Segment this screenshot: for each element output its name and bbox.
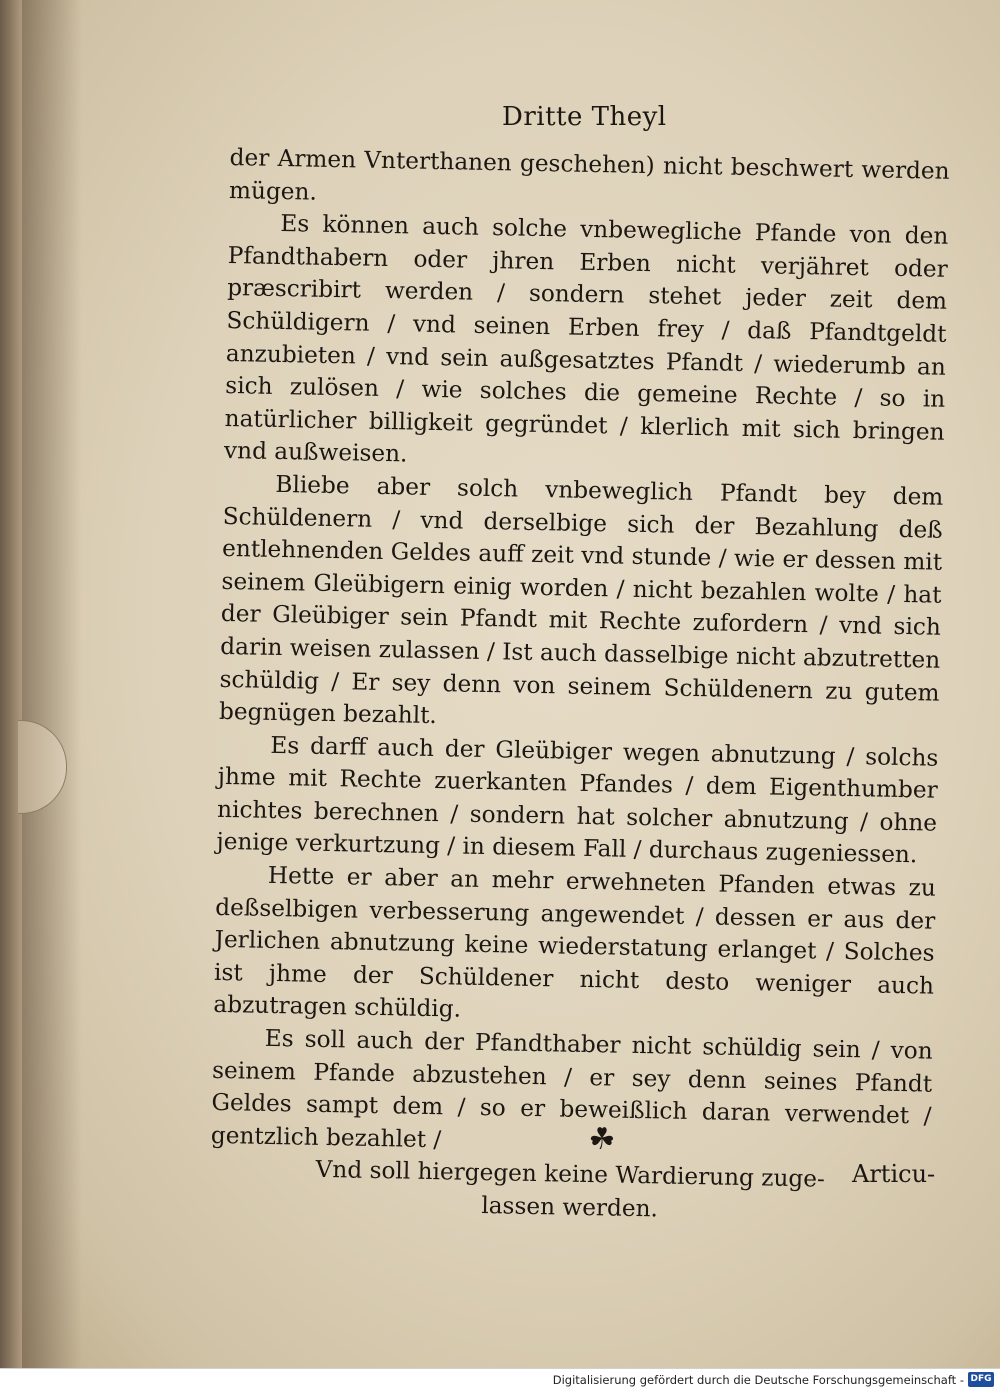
closing-line-2: lassen werden. xyxy=(481,1192,659,1223)
paragraph-4: Es darff auch der Gleübiger wegen abnutzung / solchs jhme mit Rechte zuerkanten Pfandes / dem Eigenthumber nichtes berechnen / sondern hat solcher abnutzung / ohne jenige verkurtzung / in diesem Fall / durchaus zugeniessen. xyxy=(216,731,939,869)
dfg-logo-icon[interactable]: DFG xyxy=(968,1372,994,1387)
paragraph-6: Es soll auch der Pfandthaber nicht schüldig sein / von seinem Pfande abzustehen / er sey denn seines Pfandt Geldes sampt dem / so er beweißlich daran verwendet / gentzlich bezahlet / xyxy=(210,1024,933,1154)
paragraph-3: Bliebe aber solch vnbeweglich Pfandt bey dem Schüldenern / vnd derselbige sich der Bezahlung deß entlehnenden Geldes auff zeit vnd stunde / wie er dessen mit seinem Gleübigern einig worden / nicht bezahlen wolte / hat der Gleübiger sein Pfandt mit Rechte zufordern / vnd sich darin weisen zulassen / Ist auch dasselbige nicht abzutretten schüldig / Er sey denn von seinem Schüldenern zu gutem begnügen bezahlt. xyxy=(218,470,944,730)
body-text xyxy=(209,142,950,1231)
running-head: Dritte Theyl xyxy=(502,102,667,132)
paragraph-1: der Armen Vnterthanen geschehen) nicht beschwert werden mügen. xyxy=(228,143,950,206)
footer-credit: Digitalisierung gefördert durch die Deutsche Forschungsgemeinschaft - xyxy=(552,1373,964,1387)
scanned-page xyxy=(22,0,1000,1368)
paragraph-5: Hette er aber an mehr erwehneten Pfanden etwas zu deßselbigen verbesserung angewendet / dessen er aus der Jerlichen abnutzung keine wiederstatung erlanget / Solches ist jhme der Schüldener nicht desto weniger auch abzutragen schüldig. xyxy=(213,861,937,1024)
closing-line-1: Vnd soll hiergegen keine Wardierung zuge- xyxy=(315,1156,826,1194)
closing-lines xyxy=(209,1152,930,1231)
digitization-footer xyxy=(0,1368,1000,1391)
gutter-shadow xyxy=(22,0,82,1368)
catchword: Articu- xyxy=(852,1160,936,1188)
printers-ornament-icon: ☘ xyxy=(588,1122,616,1157)
paragraph-2: Es können auch solche vnbewegliche Pfande von den Pfandthabern oder jhren Erben nicht verjähret oder præscribirt werden / sondern stehet jeder zeit dem Schüldigern / vnd seinen Erben frey / daß Pfandtgeldt anzubieten / vnd sein außgesatztes Pfandt / wiederumb an sich zulösen / wie solches die gemeine Rechte / so in natürlicher billigkeit gegründet / klerlich mit sich bringen vnd außweisen. xyxy=(223,210,949,468)
